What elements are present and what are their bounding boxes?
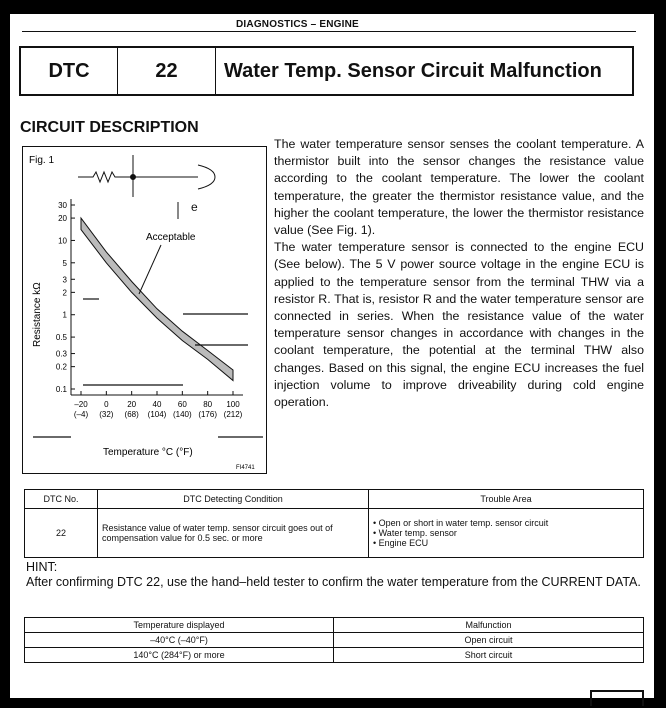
- x-tick-label-f: (–4): [73, 410, 89, 419]
- table-cell: 140°C (284°F) or more: [25, 648, 334, 663]
- page-number-box: [590, 690, 644, 706]
- trouble-area-item: • Engine ECU: [373, 538, 429, 548]
- table-cell: Short circuit: [334, 648, 644, 663]
- x-tick-label-f: (176): [198, 410, 218, 419]
- y-tick-label: 0.1: [55, 385, 67, 394]
- x-tick-label-c: 20: [127, 400, 137, 409]
- y-tick-label: 30: [58, 201, 67, 210]
- x-tick-label-c: 0: [104, 400, 109, 409]
- y-tick-label: 0.2: [55, 362, 67, 372]
- y-tick-label: 20: [58, 214, 67, 224]
- description-paragraph-1: The water temperature sensor senses the coolant temperature. A thermistor built into the sensor changes the resistance value according to the coolant temperature. The lower the coolant temperature, the greater the thermistor resistance value, and the higher the coolant temperature, the lower the thermistor resistance value (See Fig. 1).: [274, 137, 644, 238]
- trouble-area-item: • Open or short in water temp. sensor circuit: [373, 518, 549, 528]
- hint-text: After confirming DTC 22, use the hand–held tester to confirm the water temperature from the CURRENT DATA.: [26, 575, 641, 589]
- x-tick-label-f: (68): [124, 410, 139, 419]
- dtc-code: 22: [118, 48, 216, 94]
- x-tick-label-c: –20: [74, 400, 88, 409]
- scan-edge-top: [0, 0, 666, 14]
- col-detecting-condition: DTC Detecting Condition: [98, 490, 369, 509]
- header-rule: [22, 31, 636, 32]
- temperature-table: [24, 617, 644, 663]
- svg-text:e: e: [191, 200, 198, 214]
- col-temperature-displayed: Temperature displayed: [25, 618, 334, 633]
- x-tick-label-c: 100: [226, 400, 240, 409]
- dtc-label: DTC: [21, 48, 118, 94]
- scan-edge-bottom: [0, 698, 666, 708]
- y-tick-label: 1: [62, 310, 67, 320]
- table-cell-dtc-no: 22: [25, 509, 98, 558]
- x-tick-label-f: (32): [99, 410, 114, 419]
- x-tick-label-f: (212): [223, 410, 243, 419]
- y-tick-label: 10: [58, 236, 67, 246]
- circuit-description: [274, 136, 644, 411]
- scan-edge-right: [654, 0, 666, 708]
- resistance-chart: [23, 147, 266, 473]
- y-tick-label: 3: [62, 275, 67, 285]
- thermistor-schematic-icon: [78, 155, 215, 219]
- x-tick-label-c: 40: [152, 400, 162, 409]
- table-row: [25, 633, 644, 648]
- x-axis-label: Temperature °C (°F): [103, 447, 193, 458]
- acceptable-annotation: Acceptable: [146, 232, 196, 243]
- table-row: [25, 648, 644, 663]
- annotation-leader: [139, 245, 161, 294]
- description-paragraph-2: The water temperature sensor is connected to the engine ECU (See below). The 5 V power source voltage in the engine ECU is applied to the temperature sensor from the terminal THW via a resistor R. That is, resistor R and the water temperature sensor are connected in series. When the resistance value of the water temperature sensor changes in accordance with changes in the coolant temperature, the potential at the terminal THW also changes. Based on this signal, the engine ECU increases the fuel injection volume to improve driveability during cold engine operation.: [274, 240, 644, 410]
- figure-1: [22, 146, 267, 474]
- y-tick-label: 2: [62, 288, 67, 298]
- dtc-condition-table: [24, 489, 644, 558]
- y-tick-label: 0.5: [55, 333, 67, 343]
- hint-label: HINT:: [26, 560, 58, 574]
- table-cell: –40°C (–40°F): [25, 633, 334, 648]
- table-cell-condition: Resistance value of water temp. sensor circuit goes out of compensation value for 0.5 sec. or more: [98, 509, 369, 558]
- figure-label: Fig. 1: [29, 155, 55, 166]
- x-tick-label-f: (140): [172, 410, 192, 419]
- table-cell-trouble-area: [369, 509, 644, 558]
- figure-ref-code: FI4741: [236, 465, 255, 471]
- x-tick-label-c: 60: [177, 400, 187, 409]
- dtc-title: Water Temp. Sensor Circuit Malfunction: [224, 59, 602, 82]
- x-tick-label-f: (104): [147, 410, 167, 419]
- col-dtc-no: DTC No.: [25, 490, 98, 509]
- col-trouble-area: Trouble Area: [369, 490, 644, 509]
- y-tick-group: [56, 201, 75, 394]
- x-tick-label-c: 80: [203, 400, 213, 409]
- y-tick-label: 5: [62, 258, 67, 268]
- dtc-title-bar: [19, 46, 634, 96]
- scan-edge-left: [0, 0, 10, 708]
- trouble-area-item: • Water temp. sensor: [373, 528, 457, 538]
- y-axis-label: Resistance kΩ: [32, 282, 43, 347]
- col-malfunction: Malfunction: [334, 618, 644, 633]
- page-header-title: DIAGNOSTICS – ENGINE: [236, 19, 359, 30]
- table-cell: Open circuit: [334, 633, 644, 648]
- section-title: CIRCUIT DESCRIPTION: [20, 119, 199, 136]
- y-tick-label: 0.3: [55, 349, 67, 359]
